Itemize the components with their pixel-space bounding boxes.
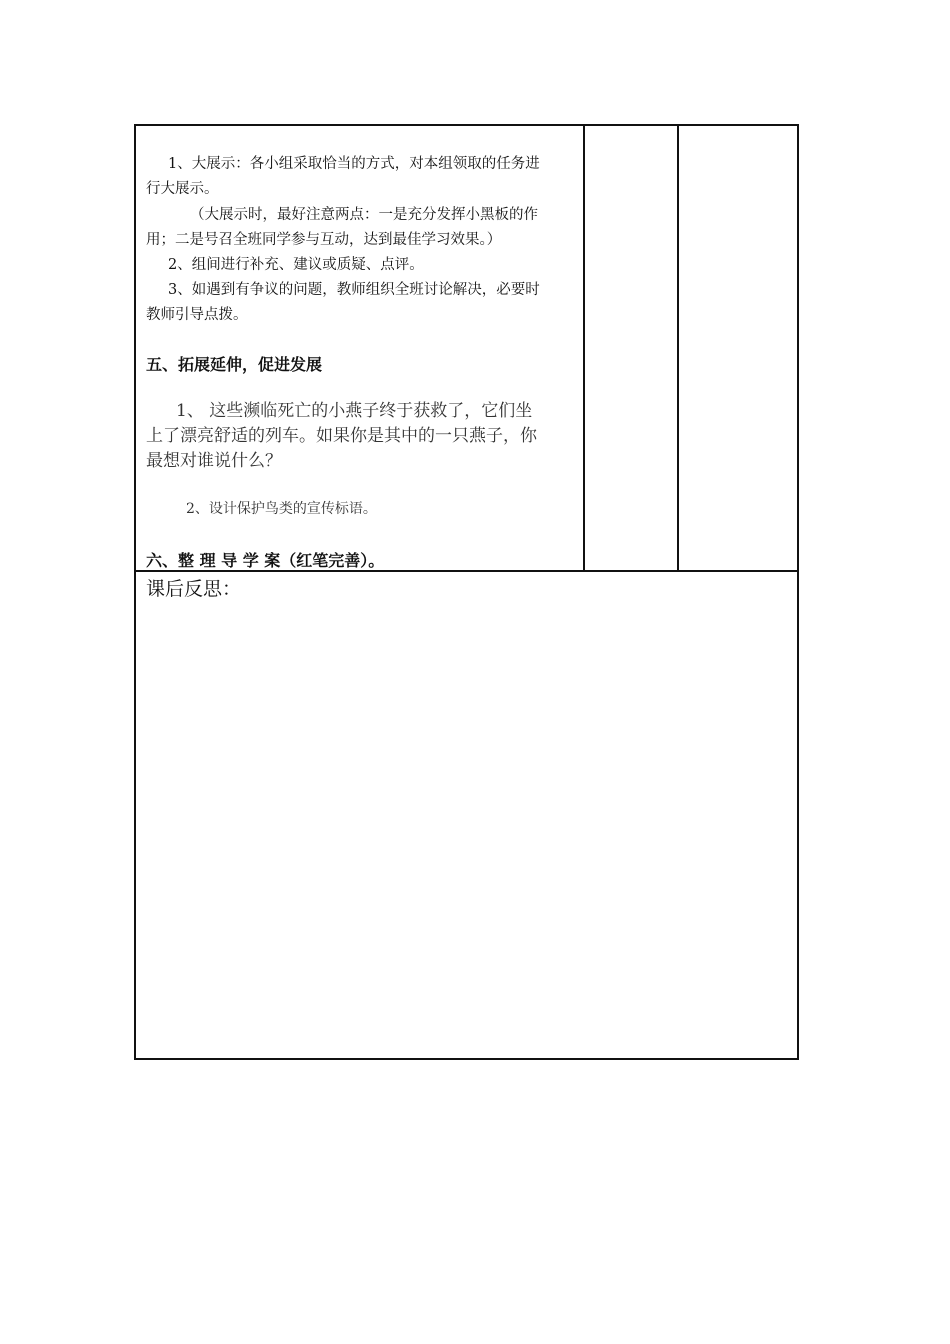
section5-q1-line1: 1、 这些濒临死亡的小燕子终于获救了，它们坐 bbox=[176, 401, 533, 421]
notes-cell bbox=[585, 126, 679, 570]
section6-heading: 六、整 理 导 学 案（红笔完善）。 bbox=[146, 551, 385, 570]
section5-q1-line2: 上了漂亮舒适的列车。如果你是其中的一只燕子，你 bbox=[146, 426, 537, 446]
section4-p2-line2: 用；二是号召全班同学参与互动，达到最佳学习效果。） bbox=[146, 232, 502, 248]
section5-q2: 2、设计保护鸟类的宣传标语。 bbox=[186, 501, 377, 517]
section4-p2-line1: （大展示时，最好注意两点：一是充分发挥小黑板的作 bbox=[190, 207, 538, 223]
section4-p1-line1: 1、大展示：各小组采取恰当的方式，对本组领取的任务进 bbox=[168, 156, 540, 172]
section5-heading: 五、拓展延伸，促进发展 bbox=[146, 355, 323, 374]
revision-cell bbox=[679, 126, 797, 570]
reflection-label: 课后反思： bbox=[146, 578, 242, 600]
section4-p3: 2、组间进行补充、建议或质疑、点评。 bbox=[168, 257, 424, 273]
content-row bbox=[136, 126, 797, 572]
section4-p1-line2: 行大展示。 bbox=[146, 181, 219, 197]
section5-q1-line3: 最想对谁说什么？ bbox=[146, 451, 282, 471]
main-content-cell bbox=[136, 126, 585, 570]
section4-p4-line2: 教师引导点拨。 bbox=[146, 307, 248, 323]
section4-p4-line1: 3、如遇到有争议的问题，教师组织全班讨论解决，必要时 bbox=[168, 282, 540, 298]
lesson-plan-table bbox=[134, 124, 799, 1060]
